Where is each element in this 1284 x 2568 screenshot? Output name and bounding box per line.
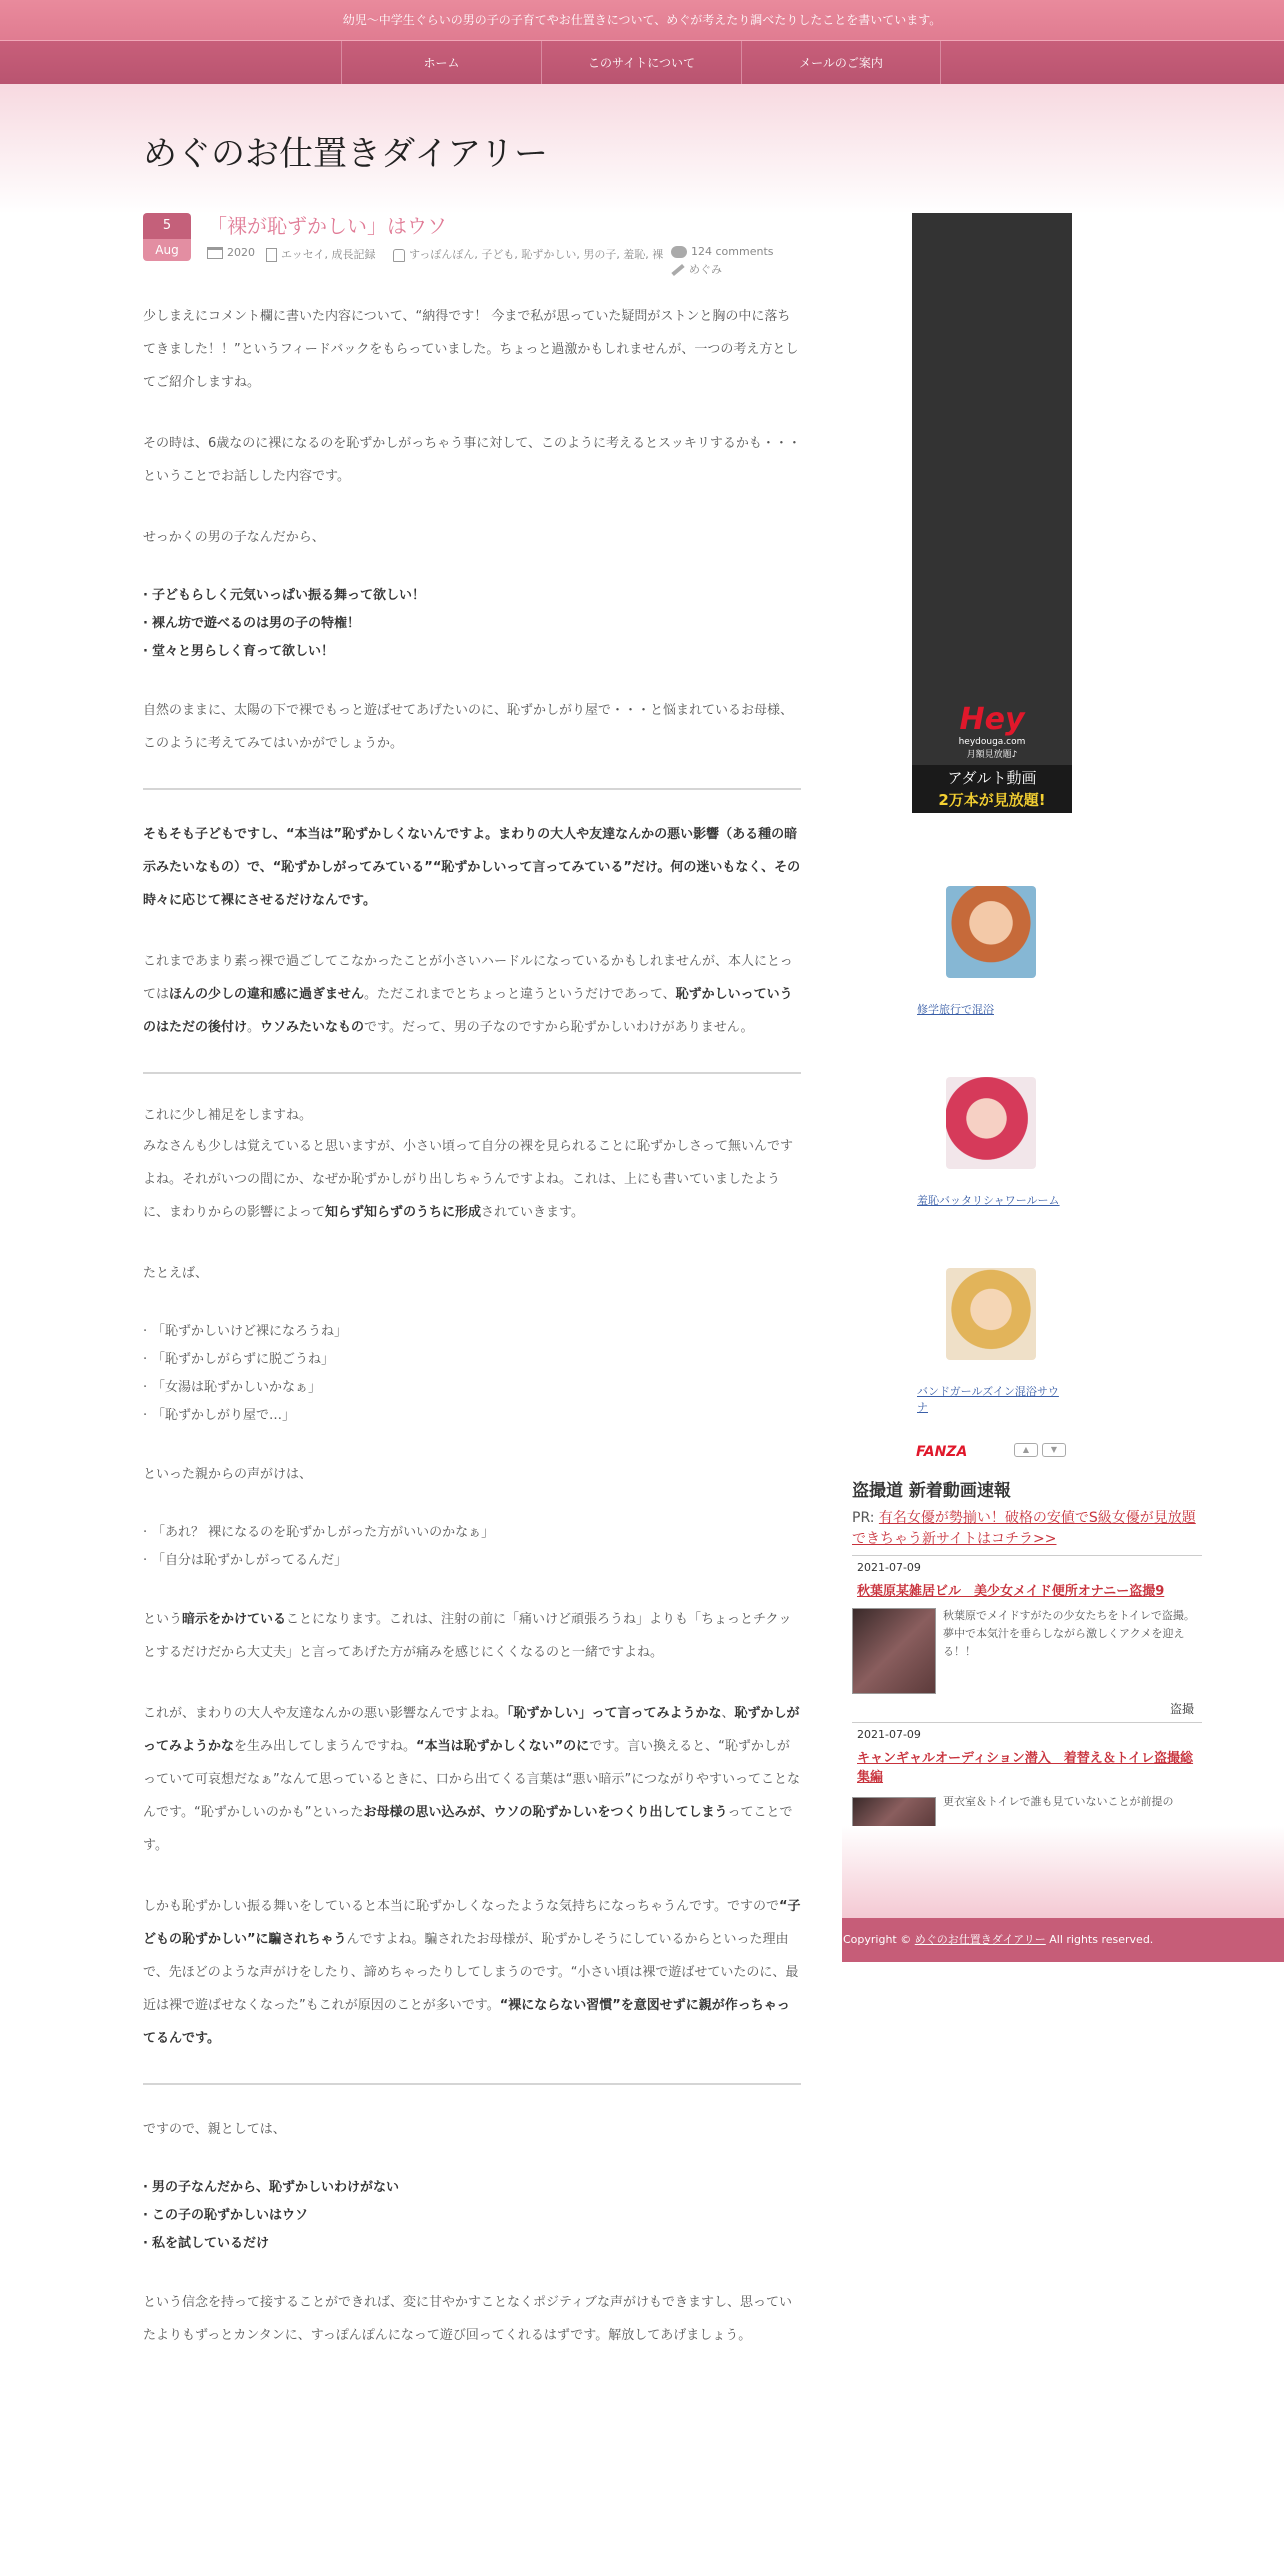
divider: [852, 1555, 1202, 1556]
post-date-badge: [143, 213, 191, 261]
post-categories[interactable]: エッセイ, 成長記録: [281, 248, 376, 261]
text: という: [143, 1612, 183, 1627]
pen-icon: [671, 264, 684, 276]
text: ってことです。: [143, 1805, 793, 1853]
list-item: · 「あれ？ 裸になるのを恥ずかしがった方がいいのかなぁ」: [143, 1519, 801, 1547]
site-tagline: 幼児～中学生ぐらいの男の子の子育てやお仕置きについて、めぐが考えたり調べたりしたことを書いています。: [0, 0, 1284, 40]
list-item: · 子どもらしく元気いっぱい振る舞って欲しい！: [143, 582, 801, 610]
nav-mail[interactable]: メールのご案内: [741, 41, 941, 85]
copyright-suffix: All rights reserved.: [1049, 1933, 1154, 1946]
bold-text: ウソみたいなもの: [260, 1020, 365, 1035]
text: です。言い換えると、“恥ずかしがっていて可哀想だなぁ”なんて思っているときに、口から出てくる言葉は“悪い暗示”につながりやすいってことなんです。“恥ずかしいのかも”といった: [143, 1739, 800, 1820]
document-icon: [266, 248, 277, 262]
list-item: · 堂々と男らしく育って欲しい！: [143, 638, 801, 666]
post-comments-meta: [671, 245, 773, 258]
bold-text: 恥ずかしいっていうのはただの後付け: [143, 987, 793, 1035]
nav-home[interactable]: ホーム: [341, 41, 541, 85]
post-year[interactable]: 2020: [227, 246, 255, 259]
paragraph: [143, 1697, 801, 1862]
footer: [842, 1918, 1284, 1962]
feed-date: 2021-07-09: [857, 1728, 921, 1741]
text: しかも恥ずかしい振る舞いをしていると本当に恥ずかしくなったような気持ちになっちゃうんです。ですので: [143, 1899, 779, 1914]
thumbnail-image[interactable]: [946, 1268, 1036, 1360]
list-item: · 男の子なんだから、恥ずかしいわけがない: [143, 2174, 801, 2202]
comment-icon: [671, 246, 687, 258]
text: 。: [247, 1020, 261, 1035]
tag-icon: [393, 249, 405, 262]
fanza-logo: FANZA: [916, 1444, 968, 1460]
list-item: · 「恥ずかしがり屋で…」: [143, 1402, 801, 1430]
post-tags[interactable]: すっぽんぽん, 子ども, 恥ずかしい, 男の子, 羞恥, 裸: [409, 248, 664, 261]
feed-title: 盗撮道 新着動画速報: [852, 1481, 1011, 1501]
list-item: · 「恥ずかしがらずに脱ごうね」: [143, 1346, 801, 1374]
feed-pr: [852, 1508, 1202, 1550]
bullet-list: [143, 1318, 801, 1430]
thumbnail-image[interactable]: [946, 886, 1036, 978]
divider: [143, 1072, 801, 1074]
main-nav: [0, 40, 1284, 84]
paragraph: その時は、6歳なのに裸になるのを恥ずかしがっちゃう事に対して、このように考えるとスッキリするかも・・・ということでお話しした内容です。: [143, 436, 801, 484]
bullet-list: [143, 1519, 801, 1575]
paragraph: たとえば、: [143, 1266, 209, 1281]
paragraph: 少しまえにコメント欄に書いた内容について、“納得です！ 今まで私が思っていた疑問がストンと胸の中に落ちてきました！！”というフィードバックをもらっていました。ちょっと過激かもしれませんが、一つの考え方としてご紹介しますね。: [143, 309, 799, 390]
paragraph: [143, 945, 801, 1044]
text: 、: [721, 1706, 735, 1721]
list-item: · この子の恥ずかしいはウソ: [143, 2202, 801, 2230]
post-title[interactable]: 「裸が恥ずかしい」はウソ: [207, 214, 447, 238]
nav-about[interactable]: このサイトについて: [541, 41, 741, 85]
bold-text: 恥ずかしがってみようかな: [143, 1706, 800, 1754]
chevron-up-icon[interactable]: ▲: [1014, 1443, 1038, 1457]
post-author[interactable]: めぐみ: [689, 263, 722, 276]
paragraph: [143, 1603, 801, 1669]
bold-text: そもそも子どもですし、“本当は”恥ずかしくないんですよ。まわりの大人や友達なんかの悪い影響（ある種の暗示みたいなもの）で、“恥ずかしがってみている”“恥ずかしいって言ってみている”だけ。何の迷いもなく、その時々に応じて裸にさせるだけなんです。: [143, 827, 801, 908]
bullet-list: [143, 2174, 801, 2258]
post-content: [143, 300, 801, 2352]
sidebar-item-link[interactable]: 羞恥バッタリシャワールーム: [917, 1194, 1060, 1207]
pr-label: PR:: [852, 1510, 879, 1526]
bold-text: “裸にならない習慣”を意図せずに親が作っちゃってるんです。: [143, 1998, 790, 2046]
feed-entry-thumbnail[interactable]: [852, 1608, 936, 1694]
thumbnail-image[interactable]: [946, 1077, 1036, 1169]
copyright-prefix: Copyright ©: [843, 1933, 912, 1946]
bold-text: 知らず知らずのうちに形成: [325, 1205, 482, 1220]
ad-logo-text: Hey: [959, 702, 1025, 737]
ad-logo-sub: heydouga.com: [958, 737, 1026, 747]
post-categories-meta: [266, 246, 375, 262]
ad-badge: 月額見放題♪: [966, 750, 1018, 760]
paragraph: 自然のままに、太陽の下で裸でもっと遊ばせてあげたいのに、恥ずかしがり屋で・・・と悩まれているお母様、このように考えてみてはいかがでしょうか。: [143, 703, 794, 751]
ad-line1: アダルト動画: [947, 769, 1037, 787]
paragraph: [143, 1130, 801, 1229]
text: です。だって、男の子なのですから恥ずかしいわけがありません。: [364, 1020, 754, 1035]
text: みなさんも少しは覚えていると思いますが、小さい頃って自分の裸を見られることに恥ずかしさって無いんですよね。それがいつの間にか、なぜか恥ずかしがり出しちゃうんですよね。これは、上にも書いていましたように、まわりからの影響によって: [143, 1139, 794, 1220]
bold-text: お母様の思い込みが、ウソの恥ずかしいをつくり出してしまう: [363, 1805, 728, 1820]
list-item: · 「自分は恥ずかしがってるんだ」: [143, 1547, 801, 1575]
bold-text: “子どもの恥ずかしい”に騙されちゃう: [143, 1899, 801, 1947]
feed-entry-desc: 秋葉原でメイドすがたの少女たちをトイレで盗撮。夢中で本気汁を垂らしながら激しくアクメを迎える！！: [943, 1609, 1195, 1658]
text: これまであまり素っ裸で過ごしてこなかったことが小さいハードルになっているかもしれませんが、本人にとっては: [143, 954, 793, 1002]
paragraph: せっかくの男の子なんだから、: [143, 530, 325, 545]
bullet-list: [143, 582, 801, 666]
paragraph: [143, 1890, 801, 2055]
list-item: · 裸ん坊で遊べるのは男の子の特権！: [143, 610, 801, 638]
site-title[interactable]: めぐのお仕置きダイアリー: [143, 134, 548, 174]
paragraph: これに少し補足をしますね。: [143, 1108, 313, 1123]
post-month: Aug: [143, 239, 191, 261]
post-author-meta: [671, 261, 722, 277]
sidebar-banner-ad[interactable]: [912, 213, 1072, 813]
ad-logo: [950, 702, 1034, 760]
footer-background: [842, 1826, 1284, 1918]
post-tags-meta: [393, 246, 663, 262]
paragraph: [143, 818, 801, 917]
feed-entry-title[interactable]: キャンギャルオーディション潜入 着替え＆トイレ盗撮総集編: [857, 1751, 1194, 1785]
feed-entry-title[interactable]: 秋葉原某雑居ビル 美少女メイド便所オナニー盗撮9: [857, 1584, 1165, 1599]
post-year-meta: [207, 246, 255, 259]
list-item: · 「恥ずかしいけど裸になろうね」: [143, 1318, 801, 1346]
list-item: · 私を試しているだけ: [143, 2230, 801, 2258]
list-item: · 「女湯は恥ずかしいかなぁ」: [143, 1374, 801, 1402]
paragraph: ですので、親としては、: [143, 2122, 286, 2137]
post-comments[interactable]: 124 comments: [691, 245, 774, 258]
divider: [143, 2083, 801, 2085]
text: これが、まわりの大人や友達なんかの悪い影響なんですよね。: [143, 1706, 508, 1721]
feed-entry-desc: 更衣室＆トイレで誰も見ていないことが前提の: [943, 1795, 1174, 1808]
bold-text: 「恥ずかしい」って言ってみようかな: [507, 1706, 722, 1721]
ad-banner-text: [912, 765, 1072, 813]
paragraph: といった親からの声がけは、: [143, 1467, 313, 1482]
calendar-icon: [207, 247, 223, 259]
footer-site-link[interactable]: めぐのお仕置きダイアリー: [914, 1933, 1046, 1946]
paragraph: という信念を持って接することができれば、変に甘やかすことなくポジティブな声がけもできますし、思っていたよりもずっとカンタンに、すっぽんぽんになって遊び回ってくれるはずです。解放してあげましょう。: [143, 2295, 792, 2343]
text: んですよね。騙されたお母様が、恥ずかしそうにしているからといった理由で、先ほどのような声がけをしたり、諦めちゃったりしてしまうのです。“小さい頃は裸で遊ばせていたのに、最近は裸で遊ばせなくなった”もこれが原因のことが多いです。: [143, 1932, 799, 2013]
text: を生み出してしまうんですね。: [234, 1739, 417, 1754]
bold-text: 暗示をかけている: [182, 1612, 287, 1627]
feed-entry-category[interactable]: 盗撮: [1170, 1702, 1195, 1716]
text: されていきます。: [481, 1205, 584, 1220]
feed-entry-thumbnail[interactable]: [852, 1797, 936, 1827]
text: ことになります。これは、注射の前に「痛いけど頑張ろうね」よりも「ちょっとチクッとするだけだから大丈夫」と言ってあげた方が痛みを感じにくくなるのと一緒ですよね。: [143, 1612, 792, 1660]
feed-date: 2021-07-09: [857, 1561, 921, 1574]
sidebar-item-link[interactable]: バンドガールズイン混浴サウナ: [917, 1385, 1059, 1414]
pr-link[interactable]: 有名女優が勢揃い！破格の安値でS級女優が見放題できちゃう新サイトはコチラ>>: [852, 1510, 1196, 1547]
bold-text: “本当は恥ずかしくない”のに: [416, 1739, 590, 1754]
divider: [852, 1722, 1202, 1723]
chevron-down-icon[interactable]: ▼: [1042, 1443, 1066, 1457]
ad-line2: 2万本が見放題!: [938, 791, 1046, 809]
text: 。ただこれまでとちょっと違うというだけであって、: [364, 987, 676, 1002]
sidebar-item-link[interactable]: 修学旅行で混浴: [917, 1003, 994, 1016]
post-day: 5: [143, 213, 191, 239]
bold-text: ほんの少しの違和感に過ぎません: [169, 987, 365, 1002]
divider: [143, 788, 801, 790]
